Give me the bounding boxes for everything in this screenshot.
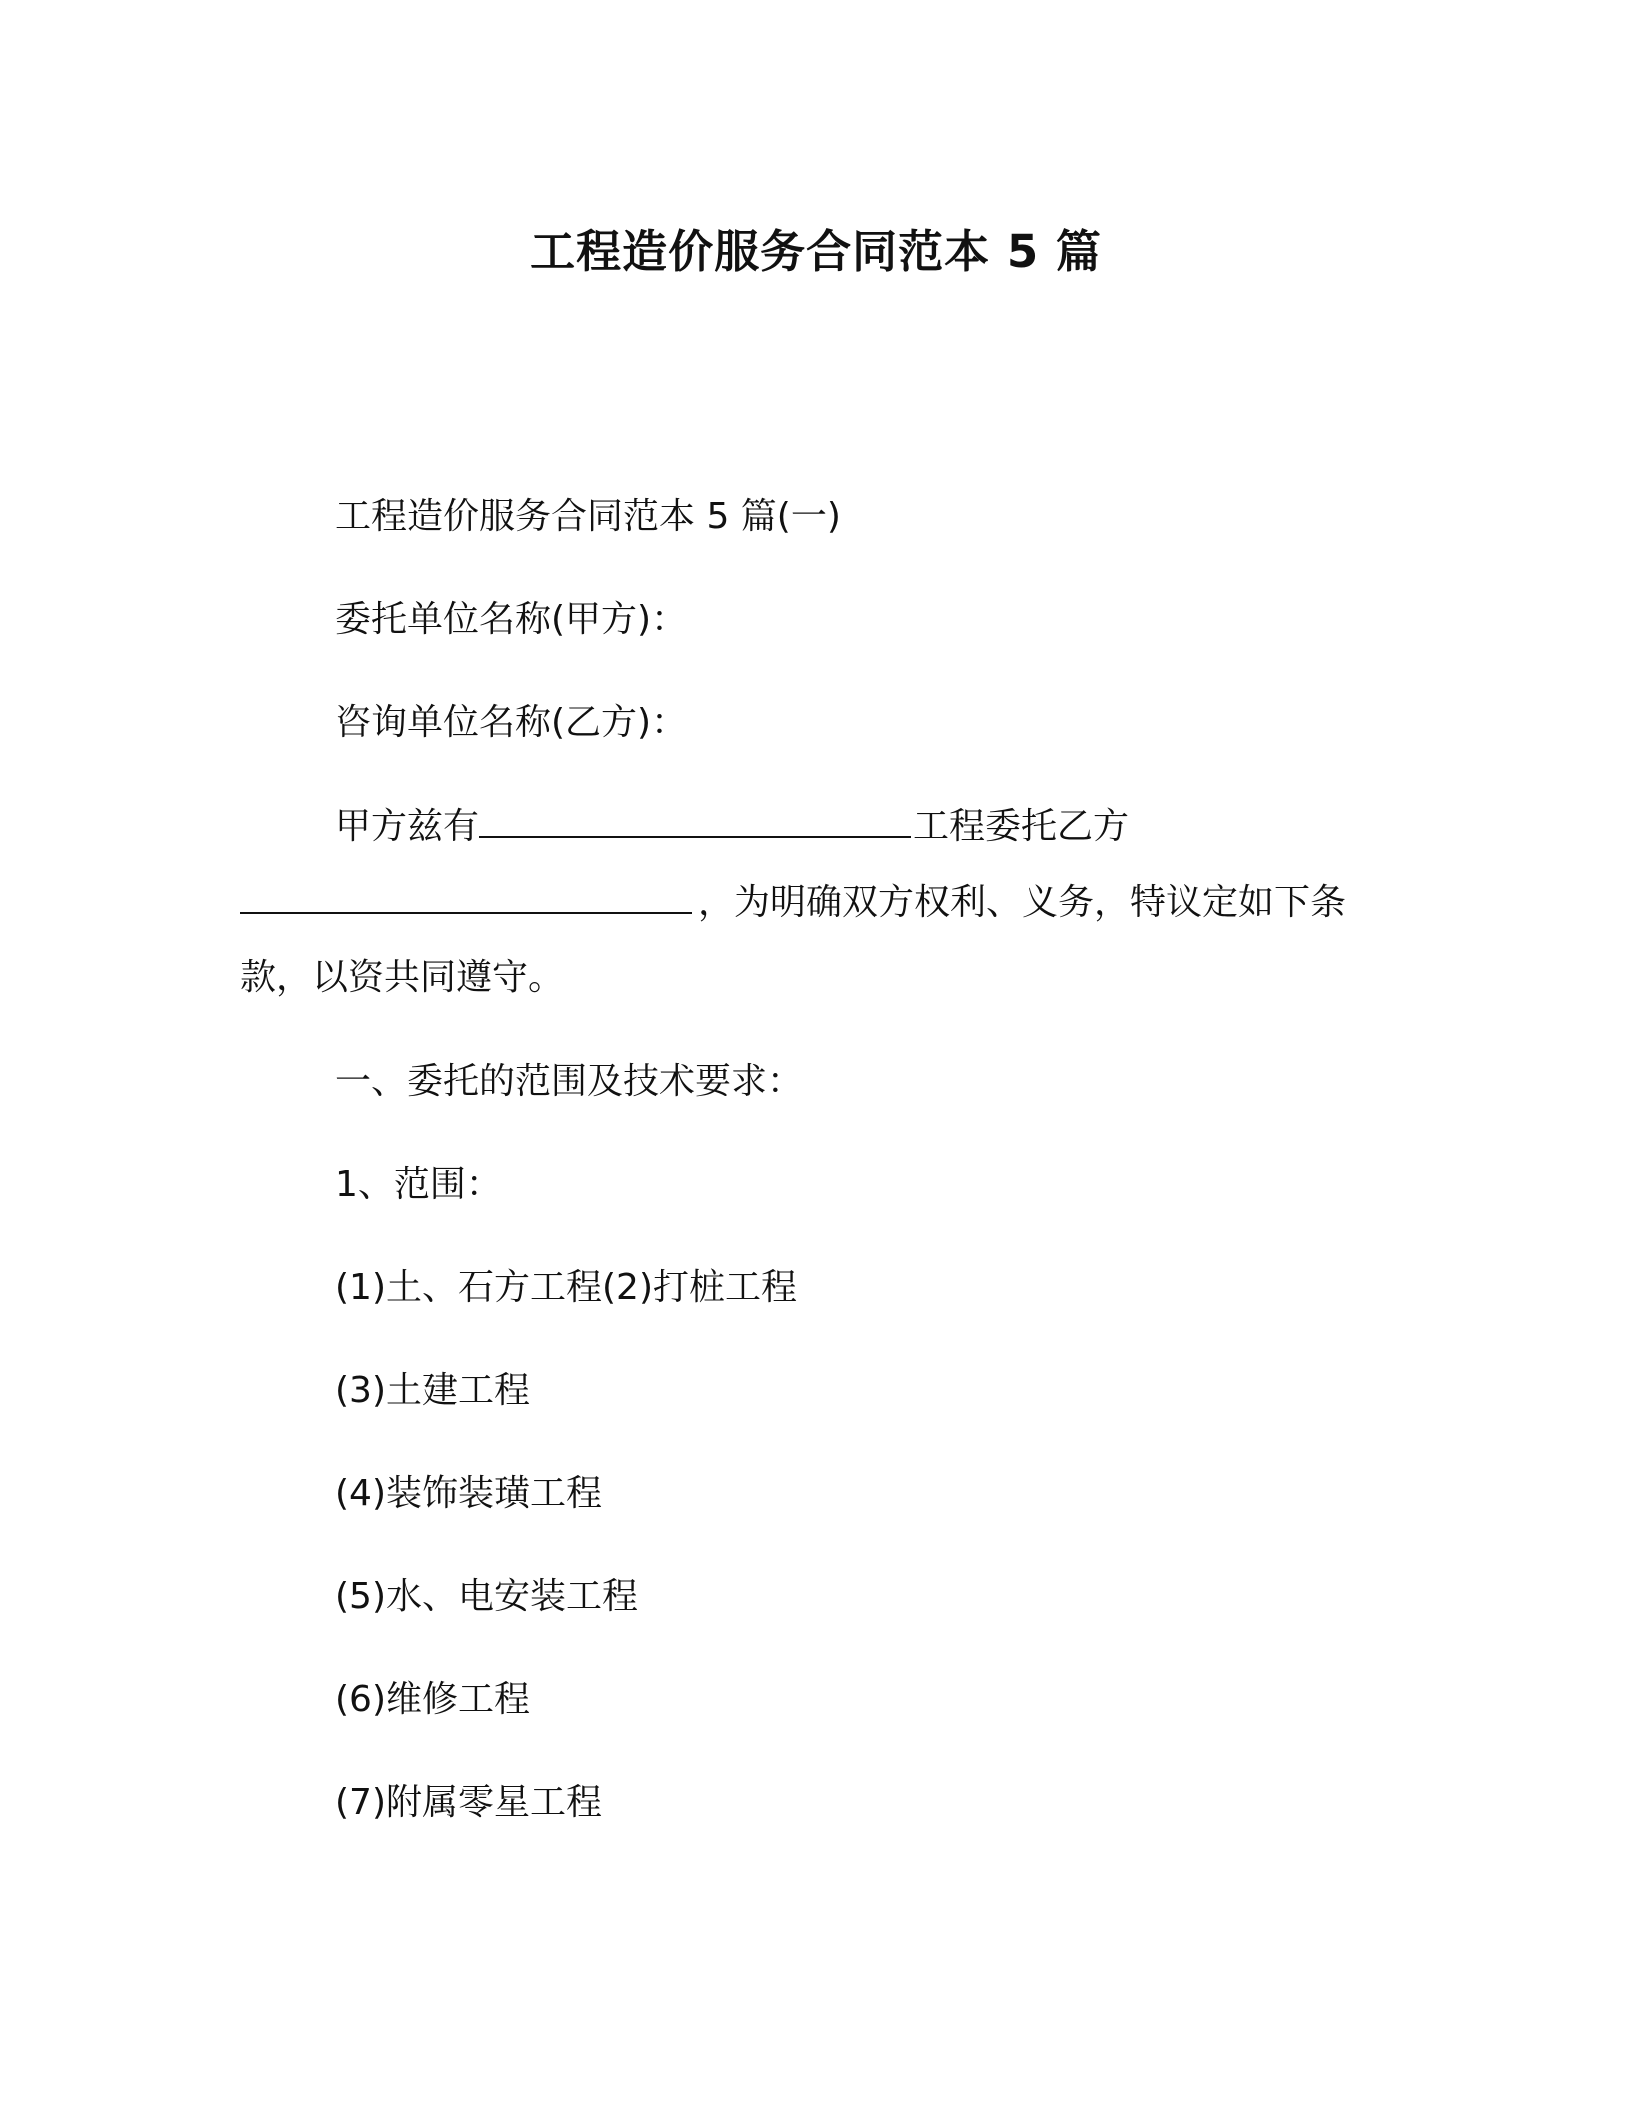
scope-item-7: (7)附属零星工程 bbox=[335, 1782, 602, 1823]
intro-text-a: 甲方兹有 bbox=[335, 806, 480, 847]
intro-text-b: 工程委托乙方 bbox=[913, 806, 1130, 847]
party-a-line: 委托单位名称(甲方)： bbox=[335, 599, 688, 640]
intro-line-2 bbox=[240, 876, 1346, 928]
scope-item-1-2: (1)土、石方工程(2)打桩工程 bbox=[335, 1267, 797, 1308]
scope-item-6: (6)维修工程 bbox=[335, 1679, 530, 1720]
scope-heading: 1、范围： bbox=[335, 1164, 502, 1205]
section-heading-1: 一、委托的范围及技术要求： bbox=[335, 1061, 804, 1102]
intro-line-1 bbox=[335, 800, 1129, 852]
scope-item-5: (5)水、电安装工程 bbox=[335, 1576, 638, 1617]
intro-line-3: 款，以资共同遵守。 bbox=[240, 957, 565, 998]
party-b-line: 咨询单位名称(乙方)： bbox=[335, 702, 688, 743]
scope-item-3: (3)土建工程 bbox=[335, 1370, 530, 1411]
document-title: 工程造价服务合同范本 5 篇 bbox=[530, 225, 1102, 278]
contract-subtitle: 工程造价服务合同范本 5 篇(一) bbox=[335, 496, 841, 537]
intro-text-c: ，为明确双方权利、义务，特议定如下条 bbox=[698, 882, 1347, 923]
scope-item-4: (4)装饰装璜工程 bbox=[335, 1473, 602, 1514]
project-name-blank bbox=[479, 800, 911, 838]
consultant-blank bbox=[240, 876, 692, 914]
